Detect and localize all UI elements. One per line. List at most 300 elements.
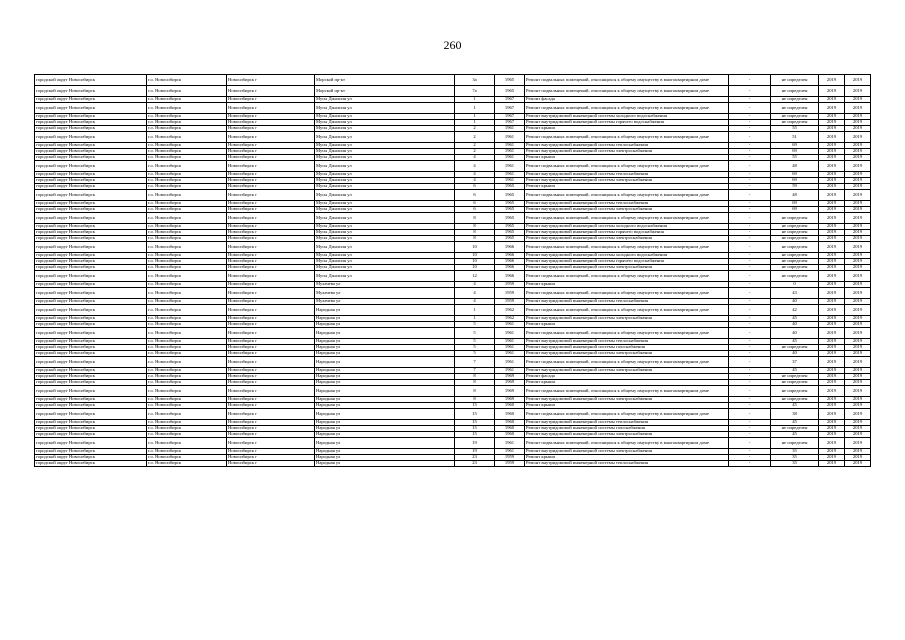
cell-start-year: 2019	[819, 161, 845, 172]
cell-settlement: г.о. Новосибирск	[147, 322, 227, 328]
cell-city: Новосибирск г	[227, 178, 315, 184]
cell-unit: -	[729, 386, 771, 397]
cell-volume: 45	[771, 432, 819, 438]
cell-unit: -	[729, 207, 771, 213]
cell-city: Новосибирск г	[227, 288, 315, 299]
cell-start-year: 2019	[819, 305, 845, 316]
cell-work-type: Ремонт внутридомовой инженерной системы электроснабжения	[525, 207, 729, 213]
cell-work-type: Ремонт внутридомовой инженерной системы горячего водоснабжения	[525, 230, 729, 236]
cell-settlement: г.о. Новосибирск	[147, 75, 227, 86]
cell-end-year: 2019	[845, 420, 871, 426]
cell-city: Новосибирск г	[227, 120, 315, 126]
cell-street: Народная ул	[315, 403, 455, 409]
cell-unit: -	[729, 143, 771, 149]
cell-street: Народная ул	[315, 409, 455, 420]
cell-work-type: Ремонт подвальных помещений, относящихся к общему имуществу в многоквартирном доме	[525, 288, 729, 299]
cell-house: 2	[455, 143, 495, 149]
cell-start-year: 2019	[819, 155, 845, 161]
cell-street: Мусы Джалиля ул	[315, 178, 455, 184]
cell-city: Новосибирск г	[227, 357, 315, 368]
cell-settlement: г.о. Новосибирск	[147, 386, 227, 397]
cell-unit: -	[729, 380, 771, 386]
cell-volume: не определен	[771, 236, 819, 242]
table-row	[35, 132, 871, 143]
cell-settlement: г.о. Новосибирск	[147, 155, 227, 161]
cell-street: Мусы Джалиля ул	[315, 184, 455, 190]
cell-city: Новосибирск г	[227, 97, 315, 103]
cell-unit: -	[729, 253, 771, 259]
cell-end-year: 2019	[845, 132, 871, 143]
cell-unit: -	[729, 282, 771, 288]
cell-settlement: г.о. Новосибирск	[147, 397, 227, 403]
cell-work-type: Ремонт внутридомовой инженерной системы электроснабжения	[525, 178, 729, 184]
cell-end-year: 2019	[845, 409, 871, 420]
cell-volume: 40	[771, 351, 819, 357]
cell-city: Новосибирск г	[227, 149, 315, 155]
cell-volume: 45	[771, 339, 819, 345]
cell-start-year: 2019	[819, 242, 845, 253]
cell-unit: -	[729, 403, 771, 409]
cell-settlement: г.о. Новосибирск	[147, 143, 227, 149]
cell-settlement: г.о. Новосибирск	[147, 149, 227, 155]
cell-city: Новосибирск г	[227, 345, 315, 351]
cell-city: Новосибирск г	[227, 224, 315, 230]
cell-house: 8	[455, 380, 495, 386]
cell-start-year: 2019	[819, 213, 845, 224]
cell-settlement: г.о. Новосибирск	[147, 178, 227, 184]
cell-work-type: Ремонт внутридомовой инженерной системы электроснабжения	[525, 351, 729, 357]
cell-settlement: г.о. Новосибирск	[147, 374, 227, 380]
cell-house: 4	[455, 161, 495, 172]
table-row	[35, 328, 871, 339]
cell-municipality: городской округ Новосибирск	[35, 305, 147, 316]
cell-work-type: Ремонт крыши	[525, 155, 729, 161]
cell-house: 4	[455, 282, 495, 288]
cell-unit: -	[729, 213, 771, 224]
cell-work-type: Ремонт подвальных помещений, относящихся к общему имуществу в многоквартирном доме	[525, 103, 729, 114]
cell-municipality: городской округ Новосибирск	[35, 143, 147, 149]
cell-volume: 48	[771, 190, 819, 201]
cell-volume: 42	[771, 305, 819, 316]
cell-unit: -	[729, 461, 771, 467]
cell-municipality: городской округ Новосибирск	[35, 103, 147, 114]
cell-settlement: г.о. Новосибирск	[147, 253, 227, 259]
cell-street: Мусы Джалиля ул	[315, 126, 455, 132]
cell-start-year: 2019	[819, 143, 845, 149]
cell-year: 1959	[495, 282, 525, 288]
cell-volume: не определен	[771, 103, 819, 114]
cell-start-year: 2019	[819, 345, 845, 351]
cell-house: 8	[455, 213, 495, 224]
cell-year: 1960	[495, 403, 525, 409]
cell-work-type: Ремонт внутридомовой инженерной системы холодного водоснабжения	[525, 114, 729, 120]
cell-start-year: 2019	[819, 380, 845, 386]
cell-municipality: городской округ Новосибирск	[35, 271, 147, 282]
cell-street: Народная ул	[315, 397, 455, 403]
cell-unit: -	[729, 426, 771, 432]
cell-city: Новосибирск г	[227, 316, 315, 322]
cell-settlement: г.о. Новосибирск	[147, 126, 227, 132]
cell-house: 1	[455, 114, 495, 120]
cell-year: 1965	[495, 224, 525, 230]
table-row	[35, 461, 871, 467]
cell-municipality: городской округ Новосибирск	[35, 155, 147, 161]
cell-settlement: г.о. Новосибирск	[147, 259, 227, 265]
cell-municipality: городской округ Новосибирск	[35, 374, 147, 380]
cell-start-year: 2019	[819, 114, 845, 120]
cell-work-type: Ремонт подвальных помещений, относящихся к общему имуществу в многоквартирном доме	[525, 305, 729, 316]
cell-street: Народная ул	[315, 305, 455, 316]
cell-street: Народная ул	[315, 351, 455, 357]
cell-work-type: Ремонт крыши	[525, 403, 729, 409]
cell-municipality: городской округ Новосибирск	[35, 126, 147, 132]
cell-year: 1969	[495, 380, 525, 386]
cell-end-year: 2019	[845, 120, 871, 126]
cell-municipality: городской округ Новосибирск	[35, 97, 147, 103]
cell-year: 1966	[495, 271, 525, 282]
cell-year: 1967	[495, 97, 525, 103]
cell-city: Новосибирск г	[227, 172, 315, 178]
cell-house: 23	[455, 455, 495, 461]
cell-street: Народная ул	[315, 374, 455, 380]
cell-city: Новосибирск г	[227, 351, 315, 357]
cell-start-year: 2019	[819, 438, 845, 449]
cell-work-type: Ремонт фасада	[525, 374, 729, 380]
cell-volume: не определен	[771, 114, 819, 120]
cell-settlement: г.о. Новосибирск	[147, 380, 227, 386]
cell-unit: -	[729, 103, 771, 114]
cell-volume: 38	[771, 409, 819, 420]
cell-volume: 45	[771, 420, 819, 426]
cell-settlement: г.о. Новосибирск	[147, 236, 227, 242]
cell-year: 1967	[495, 114, 525, 120]
cell-volume: 55	[771, 126, 819, 132]
cell-settlement: г.о. Новосибирск	[147, 299, 227, 305]
cell-house: 8	[455, 236, 495, 242]
cell-street: Мусы Джалиля ул	[315, 190, 455, 201]
cell-year: 1962	[495, 316, 525, 322]
cell-house: 19	[455, 438, 495, 449]
cell-end-year: 2019	[845, 190, 871, 201]
cell-house: 10	[455, 265, 495, 271]
cell-start-year: 2019	[819, 132, 845, 143]
cell-settlement: г.о. Новосибирск	[147, 368, 227, 374]
cell-volume: не определен	[771, 97, 819, 103]
cell-end-year: 2019	[845, 126, 871, 132]
cell-street: Народная ул	[315, 420, 455, 426]
cell-end-year: 2019	[845, 114, 871, 120]
cell-work-type: Ремонт подвальных помещений, относящихся к общему имуществу в многоквартирном доме	[525, 409, 729, 420]
cell-city: Новосибирск г	[227, 161, 315, 172]
cell-street: Мусы Джалиля ул	[315, 207, 455, 213]
cell-municipality: городской округ Новосибирск	[35, 242, 147, 253]
cell-start-year: 2019	[819, 339, 845, 345]
cell-year: 1961	[495, 339, 525, 345]
cell-municipality: городской округ Новосибирск	[35, 282, 147, 288]
cell-volume: 51	[771, 132, 819, 143]
cell-settlement: г.о. Новосибирск	[147, 449, 227, 455]
cell-settlement: г.о. Новосибирск	[147, 420, 227, 426]
cell-end-year: 2019	[845, 207, 871, 213]
cell-unit: -	[729, 374, 771, 380]
cell-end-year: 2019	[845, 213, 871, 224]
table-row	[35, 75, 871, 86]
cell-work-type: Ремонт внутридомовой инженерной системы теплоснабжения	[525, 299, 729, 305]
cell-unit: -	[729, 449, 771, 455]
cell-settlement: г.о. Новосибирск	[147, 97, 227, 103]
cell-start-year: 2019	[819, 271, 845, 282]
cell-unit: -	[729, 316, 771, 322]
cell-work-type: Ремонт внутридомовой инженерной системы электроснабжения	[525, 316, 729, 322]
cell-volume: не определен	[771, 213, 819, 224]
cell-start-year: 2019	[819, 409, 845, 420]
cell-city: Новосибирск г	[227, 201, 315, 207]
cell-street: Мусы Джалиля ул	[315, 265, 455, 271]
table-row	[35, 271, 871, 282]
cell-city: Новосибирск г	[227, 339, 315, 345]
cell-year: 1961	[495, 155, 525, 161]
cell-street: Мусы Джалиля ул	[315, 132, 455, 143]
cell-unit: -	[729, 339, 771, 345]
cell-house: 10	[455, 242, 495, 253]
cell-unit: -	[729, 328, 771, 339]
cell-end-year: 2019	[845, 103, 871, 114]
cell-end-year: 2019	[845, 328, 871, 339]
cell-street: Мусы Джалиля ул	[315, 236, 455, 242]
cell-work-type: Ремонт внутридомовой инженерной системы электроснабжения	[525, 368, 729, 374]
cell-start-year: 2019	[819, 455, 845, 461]
cell-year: 1960	[495, 432, 525, 438]
cell-settlement: г.о. Новосибирск	[147, 86, 227, 97]
cell-city: Новосибирск г	[227, 386, 315, 397]
cell-year: 1969	[495, 397, 525, 403]
cell-city: Новосибирск г	[227, 305, 315, 316]
cell-unit: -	[729, 184, 771, 190]
cell-street: Морской пр-кт	[315, 75, 455, 86]
cell-end-year: 2019	[845, 149, 871, 155]
cell-end-year: 2019	[845, 345, 871, 351]
cell-house: 8	[455, 374, 495, 380]
cell-start-year: 2019	[819, 288, 845, 299]
cell-work-type: Ремонт фасада	[525, 97, 729, 103]
cell-municipality: городской округ Новосибирск	[35, 380, 147, 386]
cell-city: Новосибирск г	[227, 409, 315, 420]
page-number: 260	[443, 38, 462, 52]
cell-house: 5	[455, 351, 495, 357]
cell-house: 5	[455, 345, 495, 351]
cell-start-year: 2019	[819, 75, 845, 86]
cell-start-year: 2019	[819, 207, 845, 213]
cell-end-year: 2019	[845, 155, 871, 161]
cell-municipality: городской округ Новосибирск	[35, 265, 147, 271]
cell-municipality: городской округ Новосибирск	[35, 357, 147, 368]
cell-year: 1961	[495, 357, 525, 368]
cell-city: Новосибирск г	[227, 103, 315, 114]
cell-house: 6	[455, 201, 495, 207]
cell-unit: -	[729, 420, 771, 426]
cell-city: Новосибирск г	[227, 426, 315, 432]
capital-repair-table	[34, 74, 871, 467]
cell-start-year: 2019	[819, 403, 845, 409]
cell-end-year: 2019	[845, 461, 871, 467]
cell-municipality: городской округ Новосибирск	[35, 426, 147, 432]
cell-start-year: 2019	[819, 432, 845, 438]
cell-end-year: 2019	[845, 143, 871, 149]
cell-year: 1966	[495, 259, 525, 265]
cell-city: Новосибирск г	[227, 253, 315, 259]
table-row	[35, 288, 871, 299]
cell-volume: 69	[771, 201, 819, 207]
cell-street: Мусы Джалиля ул	[315, 149, 455, 155]
cell-year: 1961	[495, 449, 525, 455]
cell-municipality: городской округ Новосибирск	[35, 114, 147, 120]
cell-unit: -	[729, 305, 771, 316]
cell-municipality: городской округ Новосибирск	[35, 86, 147, 97]
cell-house: 1	[455, 316, 495, 322]
table-row	[35, 305, 871, 316]
cell-settlement: г.о. Новосибирск	[147, 426, 227, 432]
cell-house: 3а	[455, 75, 495, 86]
cell-volume: 69	[771, 143, 819, 149]
cell-unit: -	[729, 357, 771, 368]
cell-municipality: городской округ Новосибирск	[35, 449, 147, 455]
cell-street: Мусы Джалиля ул	[315, 259, 455, 265]
cell-street: Народная ул	[315, 328, 455, 339]
cell-settlement: г.о. Новосибирск	[147, 161, 227, 172]
cell-end-year: 2019	[845, 299, 871, 305]
cell-house: 4	[455, 155, 495, 161]
cell-settlement: г.о. Новосибирск	[147, 455, 227, 461]
cell-unit: -	[729, 178, 771, 184]
cell-municipality: городской округ Новосибирск	[35, 455, 147, 461]
cell-municipality: городской округ Новосибирск	[35, 368, 147, 374]
cell-street: Народная ул	[315, 432, 455, 438]
cell-house: 5	[455, 328, 495, 339]
cell-street: Народная ул	[315, 357, 455, 368]
cell-city: Новосибирск г	[227, 184, 315, 190]
cell-municipality: городской округ Новосибирск	[35, 438, 147, 449]
cell-year: 1960	[495, 420, 525, 426]
cell-work-type: Ремонт внутридомовой инженерной системы теплоснабжения	[525, 420, 729, 426]
cell-house: 4	[455, 288, 495, 299]
cell-city: Новосибирск г	[227, 322, 315, 328]
cell-unit: -	[729, 368, 771, 374]
cell-unit: -	[729, 299, 771, 305]
cell-city: Новосибирск г	[227, 403, 315, 409]
cell-year: 1966	[495, 265, 525, 271]
cell-municipality: городской округ Новосибирск	[35, 386, 147, 397]
cell-year: 1961	[495, 126, 525, 132]
cell-unit: -	[729, 271, 771, 282]
cell-unit: -	[729, 224, 771, 230]
table-row	[35, 190, 871, 201]
cell-house: 10	[455, 253, 495, 259]
cell-city: Новосибирск г	[227, 126, 315, 132]
cell-year: 1969	[495, 386, 525, 397]
cell-municipality: городской округ Новосибирск	[35, 420, 147, 426]
cell-street: Мусы Джалиля ул	[315, 253, 455, 259]
cell-house: 15	[455, 409, 495, 420]
cell-unit: -	[729, 114, 771, 120]
cell-house: 8	[455, 397, 495, 403]
cell-end-year: 2019	[845, 184, 871, 190]
cell-city: Новосибирск г	[227, 265, 315, 271]
cell-municipality: городской округ Новосибирск	[35, 236, 147, 242]
table-row	[35, 103, 871, 114]
cell-start-year: 2019	[819, 386, 845, 397]
cell-end-year: 2019	[845, 242, 871, 253]
cell-house: 6	[455, 190, 495, 201]
cell-unit: -	[729, 75, 771, 86]
cell-house: 8	[455, 230, 495, 236]
cell-city: Новосибирск г	[227, 143, 315, 149]
cell-city: Новосибирск г	[227, 328, 315, 339]
table-row	[35, 357, 871, 368]
cell-end-year: 2019	[845, 230, 871, 236]
cell-city: Новосибирск г	[227, 420, 315, 426]
cell-house: 5	[455, 322, 495, 328]
cell-volume: не определен	[771, 86, 819, 97]
cell-street: Мусы Джалиля ул	[315, 103, 455, 114]
cell-settlement: г.о. Новосибирск	[147, 328, 227, 339]
cell-unit: -	[729, 288, 771, 299]
cell-work-type: Ремонт внутридомовой инженерной системы электроснабжения	[525, 265, 729, 271]
cell-street: Мухачева ул	[315, 299, 455, 305]
cell-municipality: городской округ Новосибирск	[35, 409, 147, 420]
cell-street: Мусы Джалиля ул	[315, 213, 455, 224]
cell-municipality: городской округ Новосибирск	[35, 397, 147, 403]
cell-year: 1965	[495, 230, 525, 236]
cell-work-type: Ремонт подвальных помещений, относящихся к общему имуществу в многоквартирном доме	[525, 328, 729, 339]
cell-unit: -	[729, 432, 771, 438]
cell-house: 4	[455, 172, 495, 178]
cell-end-year: 2019	[845, 316, 871, 322]
cell-city: Новосибирск г	[227, 461, 315, 467]
cell-year: 1969	[495, 374, 525, 380]
cell-settlement: г.о. Новосибирск	[147, 345, 227, 351]
cell-house: 15	[455, 432, 495, 438]
cell-house: 1	[455, 97, 495, 103]
cell-settlement: г.о. Новосибирск	[147, 201, 227, 207]
cell-unit: -	[729, 97, 771, 103]
cell-settlement: г.о. Новосибирск	[147, 224, 227, 230]
cell-house: 1	[455, 305, 495, 316]
cell-unit: -	[729, 236, 771, 242]
cell-volume: не определен	[771, 120, 819, 126]
cell-year: 1965	[495, 86, 525, 97]
cell-municipality: городской округ Новосибирск	[35, 190, 147, 201]
cell-settlement: г.о. Новосибирск	[147, 282, 227, 288]
cell-municipality: городской округ Новосибирск	[35, 201, 147, 207]
cell-street: Народная ул	[315, 316, 455, 322]
cell-end-year: 2019	[845, 201, 871, 207]
cell-street: Мусы Джалиля ул	[315, 230, 455, 236]
cell-end-year: 2019	[845, 178, 871, 184]
cell-year: 1961	[495, 438, 525, 449]
cell-settlement: г.о. Новосибирск	[147, 120, 227, 126]
cell-settlement: г.о. Новосибирск	[147, 357, 227, 368]
cell-work-type: Ремонт крыши	[525, 455, 729, 461]
cell-settlement: г.о. Новосибирск	[147, 265, 227, 271]
cell-volume: 40	[771, 322, 819, 328]
cell-house: 15	[455, 426, 495, 432]
cell-work-type: Ремонт крыши	[525, 282, 729, 288]
table-row	[35, 213, 871, 224]
cell-volume: не определен	[771, 271, 819, 282]
cell-street: Мусы Джалиля ул	[315, 161, 455, 172]
cell-volume: 45	[771, 368, 819, 374]
cell-start-year: 2019	[819, 328, 845, 339]
